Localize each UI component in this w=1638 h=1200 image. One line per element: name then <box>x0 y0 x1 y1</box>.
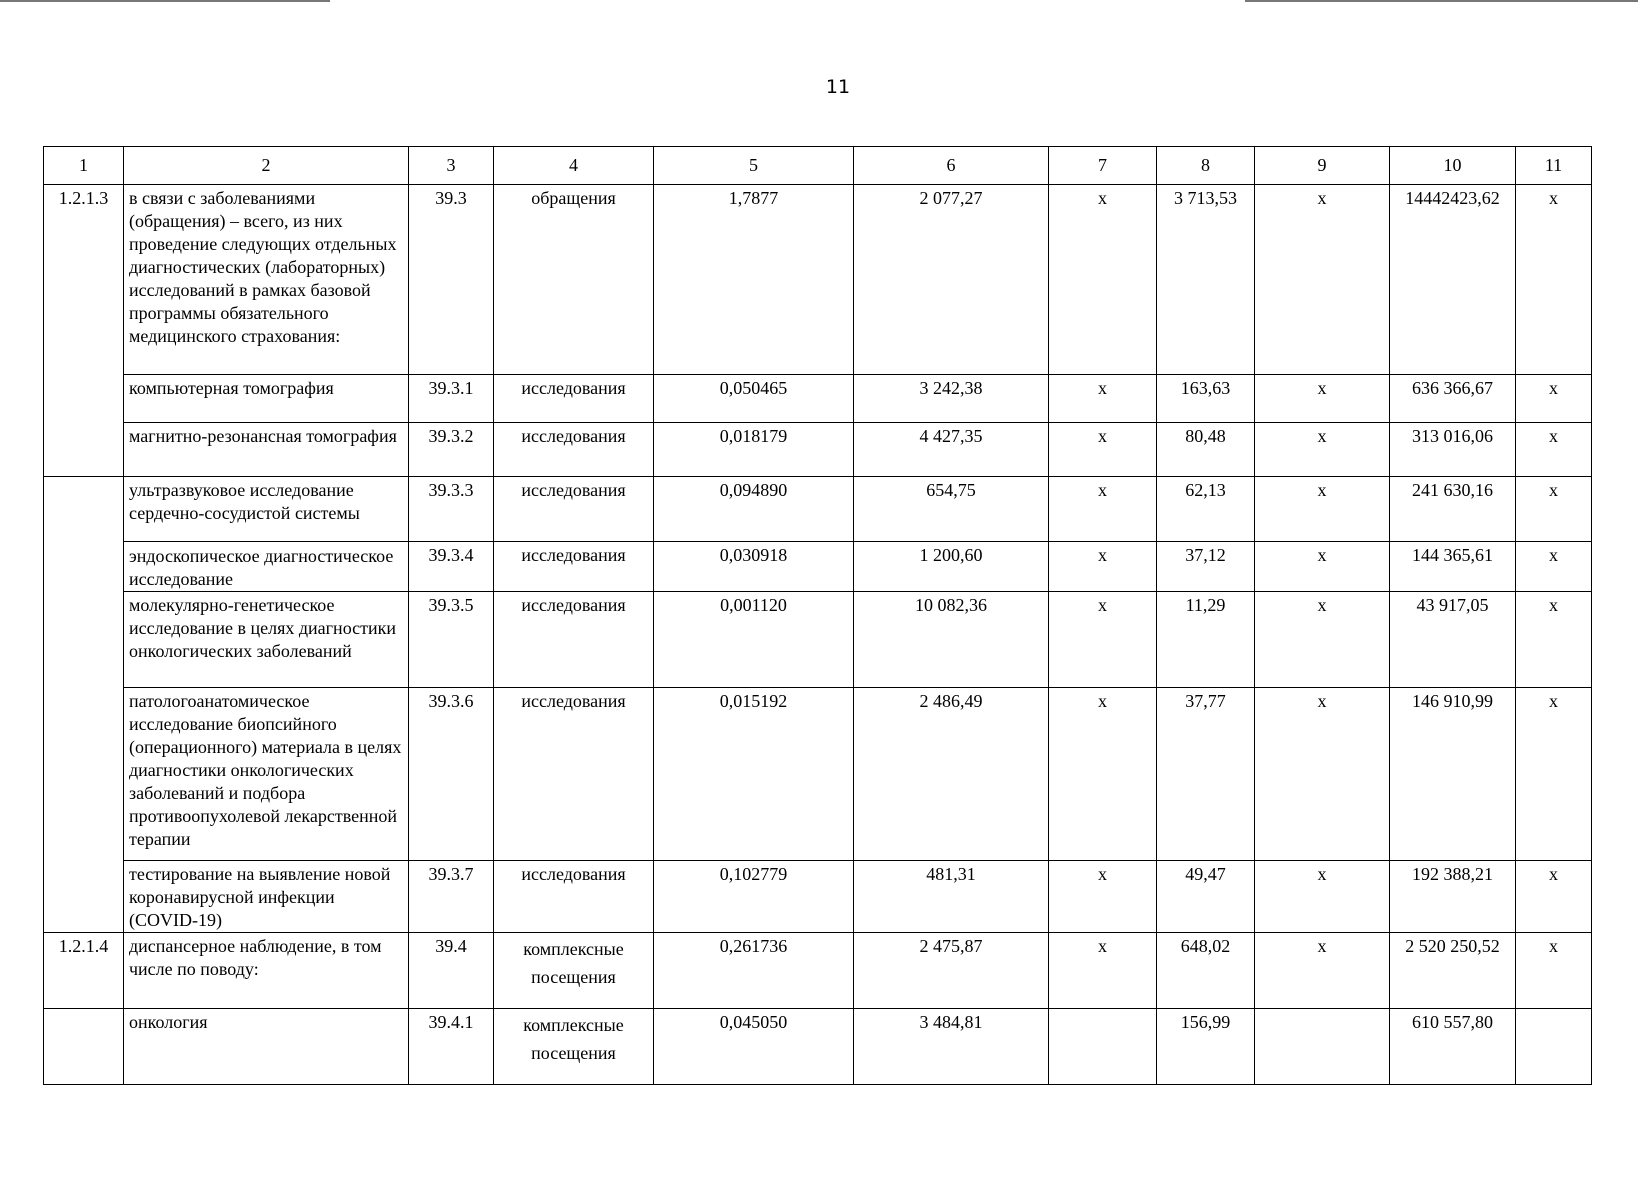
value-col5: 0,030918 <box>654 542 854 592</box>
value-col9: х <box>1255 592 1390 688</box>
value-col9: х <box>1255 477 1390 542</box>
value-col11: х <box>1516 861 1592 933</box>
value-col11: х <box>1516 688 1592 861</box>
value-col7: х <box>1049 861 1157 933</box>
value-col9: х <box>1255 185 1390 375</box>
value-col8: 80,48 <box>1157 423 1255 477</box>
column-header: 8 <box>1157 147 1255 185</box>
value-col6: 2 475,87 <box>854 933 1049 1009</box>
column-header: 6 <box>854 147 1049 185</box>
row-name: магнитно-резонансная томография <box>124 423 409 477</box>
table-row <box>44 688 1592 861</box>
value-col6: 3 242,38 <box>854 375 1049 423</box>
value-col5: 0,261736 <box>654 933 854 1009</box>
table-row <box>44 375 1592 423</box>
value-col8: 62,13 <box>1157 477 1255 542</box>
value-col8: 3 713,53 <box>1157 185 1255 375</box>
row-name: тестирование на выявление новой коронавирусной инфекции (COVID-19) <box>124 861 409 933</box>
scan-edge-right <box>1245 0 1638 2</box>
value-col8: 37,77 <box>1157 688 1255 861</box>
unit-cell: исследования <box>494 688 654 861</box>
row-name: онкология <box>124 1009 409 1085</box>
value-col6: 2 486,49 <box>854 688 1049 861</box>
table-row <box>44 185 1592 375</box>
value-col10: 610 557,80 <box>1390 1009 1516 1085</box>
row-name: эндоскопическое диагностическое исследование <box>124 542 409 592</box>
value-col10: 2 520 250,52 <box>1390 933 1516 1009</box>
row-number: 39.3.5 <box>409 592 494 688</box>
row-name: в связи с заболеваниями (обращения) – всего, из них проведение следующих отдельных диагностических (лабораторных) исследований в рамках базовой программы обязательного медицинского страхования: <box>124 185 409 375</box>
value-col7: х <box>1049 542 1157 592</box>
value-col10: 636 366,67 <box>1390 375 1516 423</box>
value-col10: 241 630,16 <box>1390 477 1516 542</box>
column-header: 5 <box>654 147 854 185</box>
column-header: 9 <box>1255 147 1390 185</box>
column-header: 10 <box>1390 147 1516 185</box>
column-header: 2 <box>124 147 409 185</box>
value-col5: 0,050465 <box>654 375 854 423</box>
value-col7: х <box>1049 477 1157 542</box>
row-code <box>44 1009 124 1085</box>
value-col11: х <box>1516 423 1592 477</box>
value-col6: 481,31 <box>854 861 1049 933</box>
value-col7: х <box>1049 933 1157 1009</box>
row-name: молекулярно-генетическое исследование в целях диагностики онкологических заболеваний <box>124 592 409 688</box>
value-col9: х <box>1255 423 1390 477</box>
value-col10: 43 917,05 <box>1390 592 1516 688</box>
value-col10: 14442423,62 <box>1390 185 1516 375</box>
row-code <box>44 477 124 933</box>
value-col11: х <box>1516 477 1592 542</box>
unit-cell: исследования <box>494 592 654 688</box>
table-row <box>44 1009 1592 1085</box>
row-name: диспансерное наблюдение, в том числе по поводу: <box>124 933 409 1009</box>
value-col7: х <box>1049 688 1157 861</box>
row-number: 39.4 <box>409 933 494 1009</box>
value-col8: 49,47 <box>1157 861 1255 933</box>
value-col9: х <box>1255 861 1390 933</box>
value-col6: 10 082,36 <box>854 592 1049 688</box>
row-name: компьютерная томография <box>124 375 409 423</box>
unit-cell: исследования <box>494 477 654 542</box>
value-col8: 11,29 <box>1157 592 1255 688</box>
table-header-row <box>44 147 1592 185</box>
unit-cell: комплексные посещения <box>494 1009 654 1085</box>
column-header: 1 <box>44 147 124 185</box>
value-col7: х <box>1049 592 1157 688</box>
value-col9: х <box>1255 688 1390 861</box>
row-number: 39.4.1 <box>409 1009 494 1085</box>
value-col9 <box>1255 1009 1390 1085</box>
unit-cell: исследования <box>494 861 654 933</box>
column-header: 7 <box>1049 147 1157 185</box>
value-col8: 156,99 <box>1157 1009 1255 1085</box>
value-col9: х <box>1255 375 1390 423</box>
page-number: 11 <box>825 76 851 98</box>
value-col6: 1 200,60 <box>854 542 1049 592</box>
table-row <box>44 477 1592 542</box>
value-col5: 0,102779 <box>654 861 854 933</box>
row-number: 39.3.3 <box>409 477 494 542</box>
value-col10: 144 365,61 <box>1390 542 1516 592</box>
table-row <box>44 933 1592 1009</box>
indicator-table <box>43 146 1592 1085</box>
value-col11 <box>1516 1009 1592 1085</box>
scan-edge-left <box>0 0 330 2</box>
row-code: 1.2.1.3 <box>44 185 124 477</box>
row-number: 39.3.4 <box>409 542 494 592</box>
row-number: 39.3.6 <box>409 688 494 861</box>
unit-cell: исследования <box>494 423 654 477</box>
value-col6: 654,75 <box>854 477 1049 542</box>
value-col6: 4 427,35 <box>854 423 1049 477</box>
value-col7: х <box>1049 423 1157 477</box>
table-row <box>44 861 1592 933</box>
value-col5: 0,001120 <box>654 592 854 688</box>
value-col9: х <box>1255 542 1390 592</box>
unit-cell: обращения <box>494 185 654 375</box>
value-col11: х <box>1516 375 1592 423</box>
table-row <box>44 542 1592 592</box>
value-col9: х <box>1255 933 1390 1009</box>
value-col5: 0,094890 <box>654 477 854 542</box>
value-col10: 146 910,99 <box>1390 688 1516 861</box>
value-col11: х <box>1516 592 1592 688</box>
row-number: 39.3 <box>409 185 494 375</box>
column-header: 3 <box>409 147 494 185</box>
value-col8: 37,12 <box>1157 542 1255 592</box>
value-col11: х <box>1516 185 1592 375</box>
value-col7: х <box>1049 185 1157 375</box>
value-col11: х <box>1516 933 1592 1009</box>
value-col6: 2 077,27 <box>854 185 1049 375</box>
row-name: ультразвуковое исследование сердечно-сосудистой системы <box>124 477 409 542</box>
value-col7: х <box>1049 375 1157 423</box>
table-row <box>44 423 1592 477</box>
column-header: 11 <box>1516 147 1592 185</box>
row-number: 39.3.7 <box>409 861 494 933</box>
table-row <box>44 592 1592 688</box>
value-col5: 0,045050 <box>654 1009 854 1085</box>
value-col8: 163,63 <box>1157 375 1255 423</box>
value-col10: 313 016,06 <box>1390 423 1516 477</box>
column-header: 4 <box>494 147 654 185</box>
unit-cell: комплексные посещения <box>494 933 654 1009</box>
value-col5: 0,015192 <box>654 688 854 861</box>
row-number: 39.3.2 <box>409 423 494 477</box>
value-col11: х <box>1516 542 1592 592</box>
value-col10: 192 388,21 <box>1390 861 1516 933</box>
value-col7 <box>1049 1009 1157 1085</box>
unit-cell: исследования <box>494 375 654 423</box>
row-code: 1.2.1.4 <box>44 933 124 1009</box>
value-col6: 3 484,81 <box>854 1009 1049 1085</box>
row-number: 39.3.1 <box>409 375 494 423</box>
unit-cell: исследования <box>494 542 654 592</box>
value-col5: 0,018179 <box>654 423 854 477</box>
value-col5: 1,7877 <box>654 185 854 375</box>
row-name: патологоанатомическое исследование биопсийного (операционного) материала в целях диагностики онкологических заболеваний и подбора противоопухолевой лекарственной терапии <box>124 688 409 861</box>
value-col8: 648,02 <box>1157 933 1255 1009</box>
